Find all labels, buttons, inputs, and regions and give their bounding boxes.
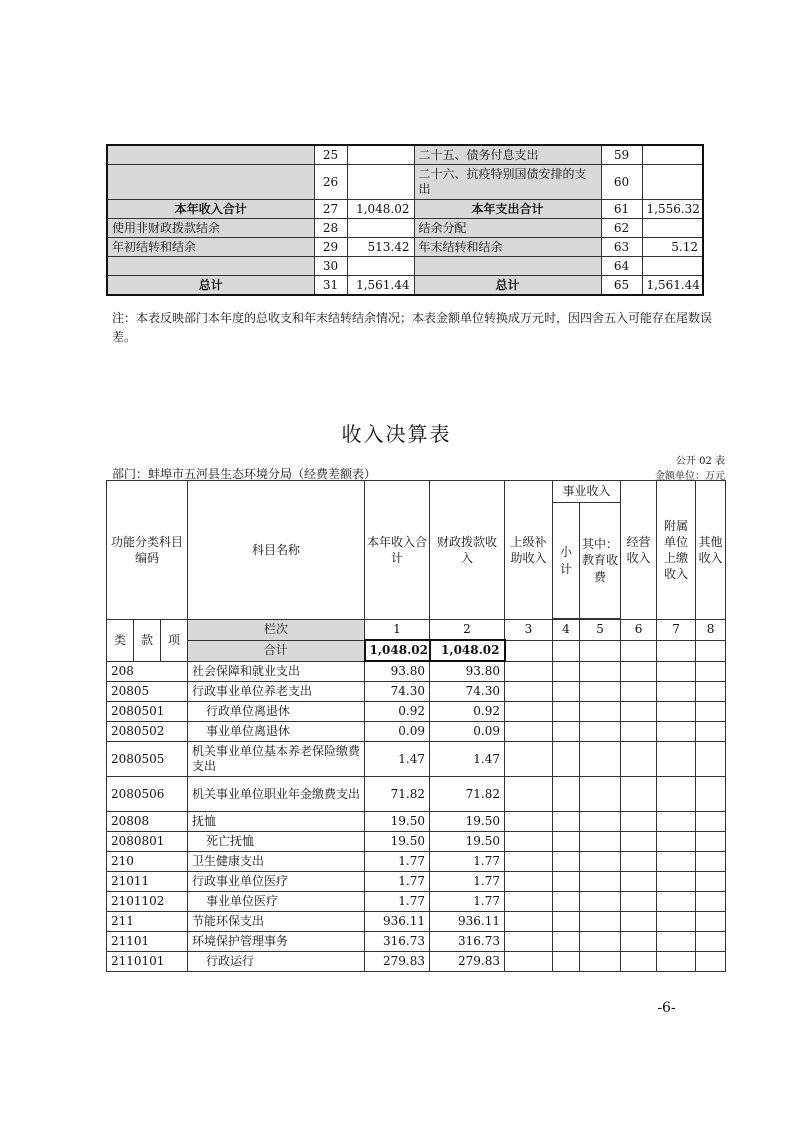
form-number: 公开 02 表 xyxy=(675,456,725,467)
row-fiscal: 279.83 xyxy=(430,952,505,972)
row-code: 20808 xyxy=(107,812,188,832)
left-label xyxy=(107,257,314,276)
row-fiscal: 316.73 xyxy=(430,932,505,952)
table-row xyxy=(107,145,703,165)
table-row xyxy=(107,276,703,296)
department-label: 部门：蚌埠市五河县生态环境分局（经费差额表） xyxy=(112,467,377,481)
row-name: 机关事业单位基本养老保险缴费支出 xyxy=(188,742,365,777)
row-code: 211 xyxy=(107,912,188,932)
right-label: 本年支出合计 xyxy=(414,200,601,219)
row-fiscal: 1.77 xyxy=(430,892,505,912)
row-income: 1.77 xyxy=(365,892,430,912)
left-amount xyxy=(347,145,414,165)
header-row xyxy=(107,620,726,641)
table-row xyxy=(107,200,703,219)
col-no: 5 xyxy=(580,620,621,641)
row-code: 2080505 xyxy=(107,742,188,777)
fiscal-header: 财政拨款收入 xyxy=(430,481,505,620)
row-fiscal: 19.50 xyxy=(430,832,505,852)
page-number: -6- xyxy=(657,1000,676,1016)
table-row xyxy=(107,661,726,682)
row-code: 21101 xyxy=(107,932,188,952)
right-row-no: 65 xyxy=(601,276,642,296)
summary-table xyxy=(106,144,704,296)
left-row-no: 31 xyxy=(314,276,347,296)
row-fiscal: 93.80 xyxy=(430,661,505,682)
right-label: 二十五、债务付息支出 xyxy=(414,145,601,165)
amount-unit: 金额单位：万元 xyxy=(655,471,725,482)
lei-header: 类 xyxy=(107,620,134,662)
row-name: 行政事业单位养老支出 xyxy=(188,682,365,702)
left-amount: 513.42 xyxy=(347,238,414,257)
row-income: 19.50 xyxy=(365,832,430,852)
left-amount xyxy=(347,257,414,276)
affiliated-header: 附属单位上缴收入 xyxy=(657,481,696,620)
total-label: 合计 xyxy=(188,640,365,661)
col-no: 2 xyxy=(430,620,505,641)
right-row-no: 61 xyxy=(601,200,642,219)
operating-header: 经营收入 xyxy=(621,481,657,620)
row-code: 2080801 xyxy=(107,832,188,852)
left-row-no: 30 xyxy=(314,257,347,276)
row-fiscal: 1.77 xyxy=(430,852,505,872)
table-row xyxy=(107,812,726,832)
func-code-header: 功能分类科目编码 xyxy=(107,481,188,620)
row-fiscal: 74.30 xyxy=(430,682,505,702)
row-fiscal: 1.47 xyxy=(430,742,505,777)
left-amount xyxy=(347,165,414,200)
right-amount xyxy=(642,257,703,276)
table-row xyxy=(107,722,726,742)
total-income-header: 本年收入合计 xyxy=(365,481,430,620)
row-income: 1.47 xyxy=(365,742,430,777)
table-row xyxy=(107,742,726,777)
table-row xyxy=(107,238,703,257)
row-name: 事业单位离退休 xyxy=(188,722,365,742)
right-amount: 1,556.32 xyxy=(642,200,703,219)
row-fiscal: 0.92 xyxy=(430,702,505,722)
row-code: 21011 xyxy=(107,872,188,892)
row-name: 事业单位医疗 xyxy=(188,892,365,912)
left-row-no: 25 xyxy=(314,145,347,165)
table-row xyxy=(107,702,726,722)
table-row xyxy=(107,777,726,812)
row-name: 死亡抚恤 xyxy=(188,832,365,852)
left-label: 总计 xyxy=(107,276,314,296)
right-label xyxy=(414,257,601,276)
row-name: 节能环保支出 xyxy=(188,912,365,932)
row-income: 0.92 xyxy=(365,702,430,722)
other-header: 其他收入 xyxy=(696,481,726,620)
right-row-no: 59 xyxy=(601,145,642,165)
right-label: 结余分配 xyxy=(414,219,601,238)
kuan-header: 款 xyxy=(134,620,161,662)
row-income: 71.82 xyxy=(365,777,430,812)
left-row-no: 26 xyxy=(314,165,347,200)
table-row xyxy=(107,257,703,276)
row-income: 0.09 xyxy=(365,722,430,742)
left-amount: 1,561.44 xyxy=(347,276,414,296)
col-no: 3 xyxy=(505,620,553,641)
right-row-no: 64 xyxy=(601,257,642,276)
total-fiscal-value: 1,048.02 xyxy=(430,640,505,661)
left-label xyxy=(107,145,314,165)
left-row-no: 29 xyxy=(314,238,347,257)
page-title: 收入决算表 xyxy=(341,422,452,446)
row-income: 74.30 xyxy=(365,682,430,702)
career-income-header: 事业收入 xyxy=(553,481,621,503)
row-name: 环境保护管理事务 xyxy=(188,932,365,952)
col-no: 1 xyxy=(365,620,430,641)
row-name: 行政运行 xyxy=(188,952,365,972)
table-row xyxy=(107,165,703,200)
col-no: 4 xyxy=(553,620,580,641)
table-row xyxy=(107,952,726,972)
right-amount xyxy=(642,145,703,165)
col-no: 8 xyxy=(696,620,726,641)
row-name: 行政单位离退休 xyxy=(188,702,365,722)
left-label xyxy=(107,165,314,200)
row-fiscal: 19.50 xyxy=(430,812,505,832)
right-amount xyxy=(642,219,703,238)
col-no: 7 xyxy=(657,620,696,641)
left-label: 年初结转和结余 xyxy=(107,238,314,257)
row-income: 279.83 xyxy=(365,952,430,972)
row-income: 1.77 xyxy=(365,872,430,892)
income-table xyxy=(106,480,726,972)
right-row-no: 62 xyxy=(601,219,642,238)
left-amount: 1,048.02 xyxy=(347,200,414,219)
right-amount: 1,561.44 xyxy=(642,276,703,296)
row-name: 机关事业单位职业年金缴费支出 xyxy=(188,777,365,812)
col-no: 6 xyxy=(621,620,657,641)
header-row xyxy=(107,481,726,503)
table-row xyxy=(107,219,703,238)
xiang-header: 项 xyxy=(161,620,188,662)
row-income: 93.80 xyxy=(365,661,430,682)
left-amount xyxy=(347,219,414,238)
row-code: 2080501 xyxy=(107,702,188,722)
row-code: 20805 xyxy=(107,682,188,702)
table-note: 注：本表反映部门本年度的总收支和年末结转结余情况；本表金额单位转换成万元时，因四舍五入可能存在尾数误差。 xyxy=(112,311,713,345)
superior-header: 上级补助收入 xyxy=(505,481,553,620)
row-code: 2080502 xyxy=(107,722,188,742)
column-no-label: 栏次 xyxy=(188,620,365,641)
row-name: 卫生健康支出 xyxy=(188,852,365,872)
table-row xyxy=(107,832,726,852)
row-name: 抚恤 xyxy=(188,812,365,832)
right-label: 二十六、抗疫特别国债安排的支出 xyxy=(414,165,601,200)
row-name: 社会保障和就业支出 xyxy=(188,661,365,682)
subject-name-header: 科目名称 xyxy=(188,481,365,620)
right-amount: 5.12 xyxy=(642,238,703,257)
row-code: 2110101 xyxy=(107,952,188,972)
row-code: 208 xyxy=(107,661,188,682)
total-row xyxy=(107,640,726,661)
education-header: 其中：教育收费 xyxy=(580,503,621,619)
row-income: 936.11 xyxy=(365,912,430,932)
right-row-no: 63 xyxy=(601,238,642,257)
right-label: 年末结转和结余 xyxy=(414,238,601,257)
right-label: 总计 xyxy=(414,276,601,296)
right-row-no: 60 xyxy=(601,165,642,200)
table-row xyxy=(107,682,726,702)
right-amount xyxy=(642,165,703,200)
table-row xyxy=(107,852,726,872)
table-row xyxy=(107,892,726,912)
row-code: 210 xyxy=(107,852,188,872)
table-row xyxy=(107,932,726,952)
row-income: 316.73 xyxy=(365,932,430,952)
row-fiscal: 936.11 xyxy=(430,912,505,932)
table-row xyxy=(107,872,726,892)
row-code: 2101102 xyxy=(107,892,188,912)
table-row xyxy=(107,912,726,932)
left-row-no: 28 xyxy=(314,219,347,238)
left-label: 本年收入合计 xyxy=(107,200,314,219)
row-fiscal: 1.77 xyxy=(430,872,505,892)
row-income: 19.50 xyxy=(365,812,430,832)
total-income-value: 1,048.02 xyxy=(365,640,430,661)
left-label: 使用非财政拨款结余 xyxy=(107,219,314,238)
row-code: 2080506 xyxy=(107,777,188,812)
row-fiscal: 0.09 xyxy=(430,722,505,742)
row-fiscal: 71.82 xyxy=(430,777,505,812)
left-row-no: 27 xyxy=(314,200,347,219)
row-name: 行政事业单位医疗 xyxy=(188,872,365,892)
row-income: 1.77 xyxy=(365,852,430,872)
subtotal-header: 小计 xyxy=(553,503,580,619)
